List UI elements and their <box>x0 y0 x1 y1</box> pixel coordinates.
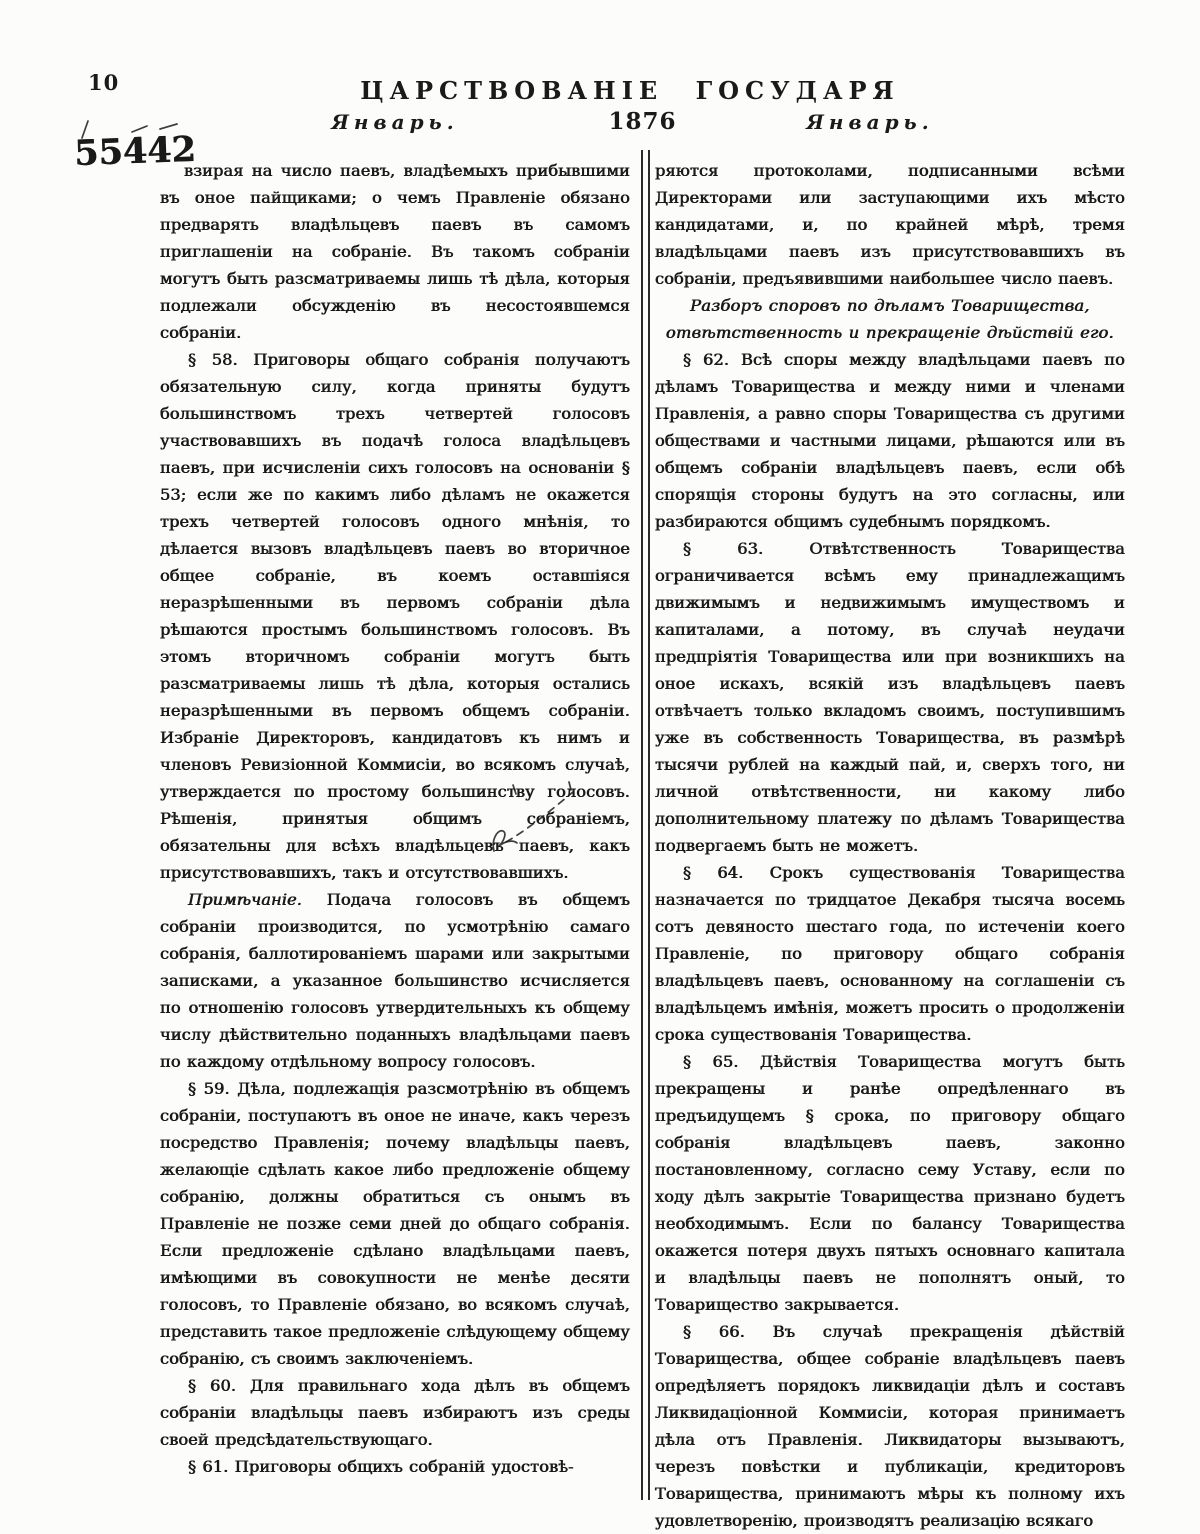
section-paragraph: § 63. Отвѣтственность Товарищества ограничивается всѣмъ ему принадлежащимъ движимымъ и недвижимымъ имуществомъ и капиталами, а потому, въ случаѣ неудачи предпріятія Товарищества или при возникшихъ на оное искахъ, всякій изъ владѣльцевъ паевъ отвѣчаетъ только вкладомъ своимъ, поступившимъ уже въ собственность Товарищества, въ размѣрѣ тысячи рублей на каждый пай, и, сверхъ того, ни личной отвѣтственности, ни какому либо дополнительному платежу по дѣламъ Товарищества подвергаемъ быть не можетъ. <box>655 539 1125 855</box>
right-text-column <box>655 157 1125 1534</box>
paragraph-continuation: ряются протоколами, подписанными всѣми Директорами или заступающими ихъ мѣсто кандидатами, и, по крайней мѣрѣ, тремя владѣльцами паевъ изъ присутствовавшихъ въ собраніи, предъявившими наибольшее число паевъ. <box>655 161 1125 288</box>
column-divider-rule <box>641 150 650 1500</box>
left-text-column <box>160 157 630 1480</box>
running-title: ЦАРСТВОВАНІЕ ГОСУДАРЯ <box>360 76 900 105</box>
page-number: 10 <box>88 70 120 95</box>
section-paragraph: § 60. Для правильнаго хода дѣлъ въ общемъ собраніи владѣльцы паевъ избираютъ изъ среды своей предсѣдательствующаго. <box>160 1376 630 1449</box>
section-paragraph: § 59. Дѣла, подлежащія разсмотрѣнію въ общемъ собраніи, поступаютъ въ оное не иначе, какъ черезъ посредство Правленія; почему владѣльцы паевъ, желающіе сдѣлать какое либо предложеніе общему собранію, должны обратиться съ онымъ въ Правленіе не позже семи дней до общаго собранія. Если предложеніе сдѣлано владѣльцами паевъ, имѣющими въ совокупности не менѣе десяти голосовъ, то Правленіе обязано, во всякомъ случаѣ, представить такое предложеніе слѣдующему общему собранію, съ своимъ заключеніемъ. <box>160 1079 630 1368</box>
section-paragraph: § 66. Въ случаѣ прекращенія дѣйствій Товарищества, общее собраніе владѣльцевъ паевъ опредѣляетъ порядокъ ликвидаціи дѣлъ и составъ Ликвидаціонной Коммисіи, которая принимаетъ дѣла отъ Правленія. Ликвидаторы вызываютъ, черезъ повѣстки и публикаціи, кредиторовъ Товарищества, принимаютъ мѣры къ полному ихъ удовлетворенію, производятъ реализацію всякаго <box>655 1322 1125 1530</box>
running-head-month-left: Январь. <box>331 110 459 134</box>
document-number-stamp: 55442 <box>73 128 197 175</box>
note-paragraph: Примѣчаніе. Подача голосовъ въ общемъ собраніи производится, по усмотрѣнію самаго собранія, баллотированіемъ шарами или закрытыми записками, а указанное большинство исчисляется по отношенію голосовъ утвердительныхъ къ общему числу дѣйствительно поданныхъ владѣльцами паевъ по каждому отдѣльному вопросу голосовъ. <box>160 890 630 1071</box>
section-paragraph: § 61. Приговоры общихъ собраній удостовѣ- <box>188 1457 574 1476</box>
section-paragraph: § 65. Дѣйствія Товарищества могутъ быть прекращены и ранѣе опредѣленнаго въ предъидущемъ § срока, по приговору общаго собранія владѣльцевъ паевъ, законно постановленному, согласно сему Уставу, если по ходу дѣлъ закрытіе Товарищества признано будетъ необходимымъ. Если по балансу Товарищества окажется потеря двухъ пятыхъ основнаго капитала и владѣльцы паевъ не пополнятъ оный, то Товарищество закрывается. <box>655 1052 1125 1314</box>
note-lead-label: Примѣчаніе. <box>188 890 327 909</box>
section-paragraph: § 58. Приговоры общаго собранія получаютъ обязательную силу, когда приняты будутъ большинствомъ трехъ четвертей голосовъ участвовавшихъ въ подачѣ голоса владѣльцевъ паевъ, при исчисленіи сихъ голосовъ на основаніи § 53; если же по какимъ либо дѣламъ не окажется трехъ четвертей голосовъ одного мнѣнія, то дѣлается вызовъ владѣльцевъ паевъ во вторичное общее собраніе, въ коемъ оставшіяся неразрѣшенными въ первомъ собраніи дѣла рѣшаются простымъ большинствомъ голосовъ. Въ этомъ вторичномъ собраніи могутъ быть разсматриваемы лишь тѣ дѣла, которыя остались неразрѣшенными въ первомъ общемъ собраніи. Избраніе Директоровъ, кандидатовъ къ нимъ и членовъ Ревизіонной Коммисіи, во всякомъ случаѣ, утверждается по простому большинству голосовъ. Рѣшенія, принятыя общимъ собраніемъ, обязательны для всѣхъ владѣльцевъ паевъ, какъ присутствовавшихъ, такъ и отсутствовавшихъ. <box>160 350 630 882</box>
section-paragraph: § 62. Всѣ споры между владѣльцами паевъ по дѣламъ Товарищества и между ними и членами Правленія, а равно споры Товарищества съ другими обществами и частными лицами, рѣшаются или въ общемъ собраніи владѣльцевъ паевъ, если обѣ спорящія стороны будутъ на это согласны, или разбираются общимъ судебнымъ порядкомъ. <box>655 350 1125 531</box>
paragraph-continuation: взирая на число паевъ, владѣемыхъ прибывшими въ оное пайщиками; о чемъ Правленіе обязано предварять владѣльцевъ паевъ въ самомъ приглашеніи на собраніе. Въ такомъ собраніи могутъ быть разсматриваемы лишь тѣ дѣла, которыя подлежали обсужденію въ несостоявшемся собраніи. <box>160 161 630 342</box>
subsection-heading: Разборъ споровъ по дѣламъ Товарищества, отвѣтственность и прекращеніе дѣйствій его. <box>665 296 1115 342</box>
section-paragraph: § 64. Срокъ существованія Товарищества назначается по тридцатое Декабря тысяча восемь сотъ девяносто шестаго года, по истеченіи коего Правленіе, по приговору общаго собранія владѣльцевъ паевъ, основанному на соглашеніи съ владѣльцемъ имѣнія, можетъ просить о продолженіи срока существованія Товарищества. <box>655 863 1125 1044</box>
running-head-year: 1876 <box>608 108 677 135</box>
running-head-month-right: Январь. <box>806 110 934 134</box>
